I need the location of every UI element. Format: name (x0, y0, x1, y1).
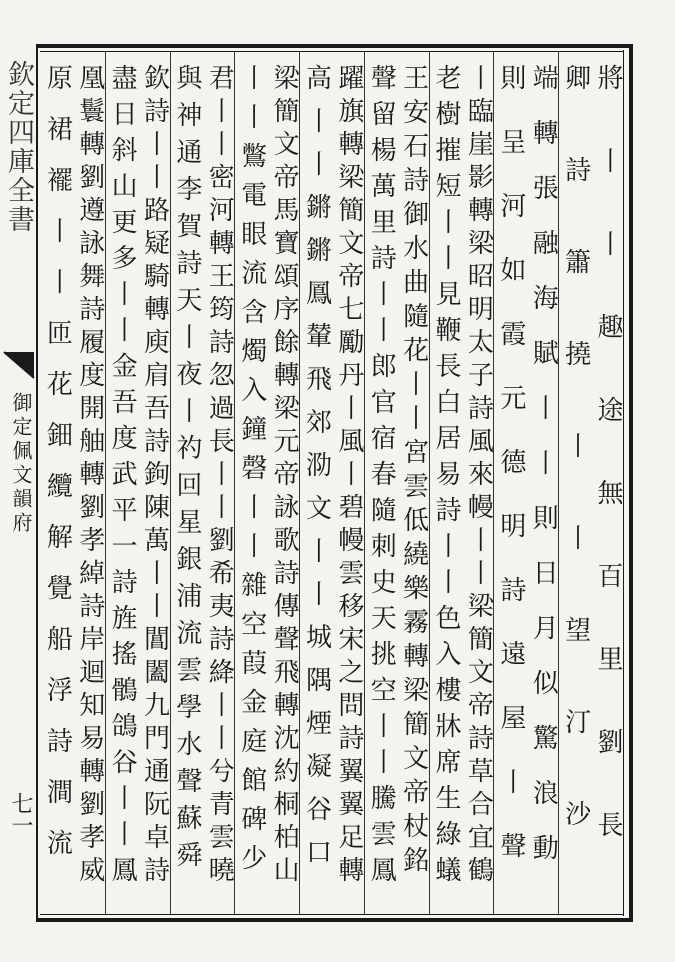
frame-bottom-border (38, 918, 633, 922)
frame-left-border (36, 44, 38, 922)
column-divider (364, 52, 365, 914)
text-line: 聲留楊萬里詩丨丨郎官宿春隨刺史天挑空丨丨騰雲鳳 (366, 64, 397, 892)
text-line: 端轉張融海賦丨丨則日月似驚浪動 (528, 64, 559, 889)
frame-inner-bottom-border (40, 914, 624, 915)
text-line: 原裙襬丨丨匝花鈿纜解覺船浮詩澗流 (42, 64, 73, 880)
text-line: 王安石詩御水曲隨花丨丨宮雲低繞樂霧轉梁簡文帝杖銘 (398, 64, 429, 880)
frame-inner-right-border (623, 50, 624, 916)
text-column (493, 52, 558, 914)
text-line: 與神通李賀詩天丨夜丨礿回星銀浦流雲學水聲蘇舜 (171, 64, 202, 878)
text-line: 凰鬟轉劉遵詠舞詩履度開舳轉劉孝綽詩岸迴知易轉劉孝威 (74, 64, 105, 889)
column-divider (170, 52, 171, 914)
text-line: 老樹摧短丨丨見鞭長白居易詩丨丨色入樓牀席生綠蟻 (431, 64, 462, 892)
text-column (170, 52, 235, 914)
text-column (299, 52, 364, 914)
text-column (105, 52, 170, 914)
text-line: 高丨丨鏘鏘鳳輦飛郊泐文丨丨城隅煙凝谷口 (301, 64, 332, 881)
text-column (234, 52, 299, 914)
text-line: 將丨丨趣途無百里劉長 (592, 64, 623, 894)
text-line: 丨臨崖影轉梁昭明太子詩風來幔丨丨梁簡文帝詩草合宜鶴 (463, 64, 494, 889)
text-line: 卿詩簫撓丨丨望汀沙 (560, 64, 591, 892)
fish-tail-icon (2, 348, 36, 382)
text-line: 盡日斜山更多丨丨金吾度武平一詩旌搖鶻鴿谷丨丨鳳 (107, 64, 138, 892)
frame-right-border (629, 44, 633, 922)
margin-column (0, 52, 36, 914)
text-column (558, 52, 623, 914)
text-column (40, 52, 105, 914)
text-line: 則呈河如霞元德明詩遠屋丨聲 (495, 64, 526, 896)
text-line: 躍旗轉梁簡文帝七勵丹丨風丨碧幔雲移宋之問詩翼翼足轉 (333, 64, 364, 889)
text-line: 丨丨鷩電眼流含燭入鐘磬丨丨雜空葭金庭館碑少 (236, 64, 267, 883)
column-divider (558, 52, 559, 914)
text-line: 梁簡文帝馬寶頌序餘轉梁元帝詠歌詩傳聲飛轉沈約桐柏山 (269, 64, 300, 889)
text-body (40, 52, 623, 914)
column-divider (234, 52, 235, 914)
column-divider (105, 52, 106, 914)
section-title: 御定佩文韻府 (9, 392, 33, 536)
page-number: 七一 (8, 792, 33, 836)
column-divider (493, 52, 494, 914)
text-column (364, 52, 429, 914)
column-divider (429, 52, 430, 914)
book-title: 欽定四庫全書 (3, 60, 34, 234)
text-column (429, 52, 494, 914)
column-divider (299, 52, 300, 914)
frame-top-border (38, 44, 633, 48)
text-line: 欽詩丨丨路疑騎轉庾肩吾詩鉤陳萬丨丨閶闔九門通阮卓詩 (139, 64, 170, 889)
text-line: 君丨丨密河轉王筠詩忽過長丨丨劉希夷詩絳丨丨兮青雲曉 (204, 64, 235, 889)
